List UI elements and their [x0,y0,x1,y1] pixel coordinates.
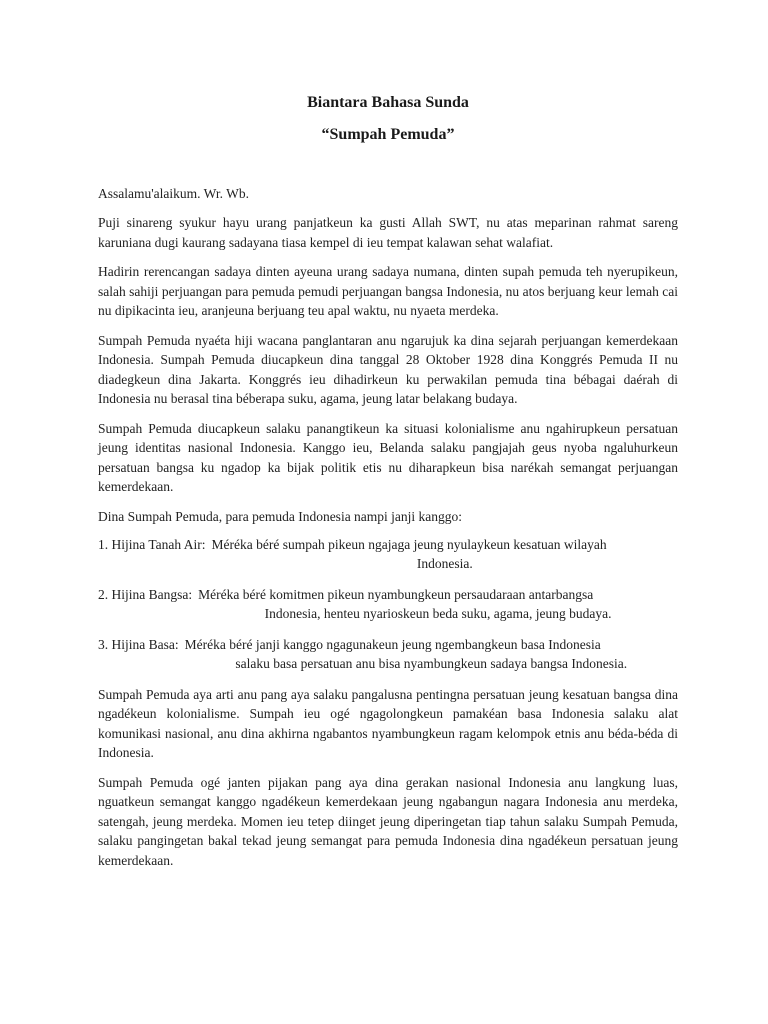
paragraph-legacy: Sumpah Pemuda ogé janten pijakan pang aya dina gerakan nasional Indonesia anu langkung luas, nguatkeun semangat kanggo ngadékeun kemerdekaan jeung ngabangun nagara Indonesia anu merdeka, satengah, jeung merdeka. Momen ieu tetep diinget jeung diperingetan tiap tahun salaku Sumpah Pemuda, salaku pangingetan bakal tekad jeung semangat para pemuda Indonesia dina ngadékeun persatuan jeung kemerdekaan. [98,774,678,868]
paragraph-audience: Hadirin rerencangan sadaya dinten ayeuna urang sadaya numana, dinten supah pemuda teh nyerupikeun, salah sahiji perjuangan para pemuda pemudi perjuangan bangsa Indonesia, nu atos berjuang keur lemah cai nu dipikacinta ieu, aranjeuna berjuang teu apal waktu, nu nyaeta merdeka. [98,264,678,318]
pledge-text-end: salaku basa persatuan anu bisa nyambungkeun sadaya bangsa Indonesia. [235,656,628,671]
pledge-intro: Dina Sumpah Pemuda, para pemuda Indonesia nampi janji kanggo: [98,508,463,524]
pledge-list [98,535,678,674]
pledge-text-end: Indonesia, henteu nyarioskeun beda suku, agama, jeung budaya. [264,606,612,621]
pledge-text [185,635,678,674]
pledge-item [98,535,678,574]
pledge-text [198,585,678,624]
pledge-text-main: Méréka béré janji kanggo ngagunakeun jeung ngembangkeun basa Indonesia [184,636,601,652]
pledge-heading: 3. Hijina Basa: [98,636,179,652]
greeting: Assalamu'alaikum. Wr. Wb. [98,186,249,201]
pledge-heading: 2. Hijina Bangsa: [98,586,193,602]
pledge-item [98,635,678,674]
paragraph-meaning: Sumpah Pemuda aya arti anu pang aya salaku pangalusna pentingna persatuan jeung kesatuan bangsa dina ngadékeun kolonialisme. Sumpah ieu ogé ngagolongkeun pamakéan basa Indonesia salaku alat komunikasi nasional, anu dina akhirna ngabantos nyambungkeun ragam kelompok etnis anu béda-béda di Indonesia. [98,686,678,760]
paragraph-context: Sumpah Pemuda diucapkeun salaku panangtikeun ka situasi kolonialisme anu ngahirupkeun persatuan jeung identitas nasional Indonesia. Kanggo ieu, Belanda salaku pangjajah geus nyoba ngaluhurkeun persatuan bangsa ku ngadop ka bijak politik etis nu diharapkeun bisa narékah semangat perjuangan kemerdekaan. [98,420,678,494]
pledge-text-main: Méréka béré komitmen pikeun nyambungkeun persaudaraan antarbangsa [198,586,594,602]
pledge-item [98,585,678,624]
pledge-text-main: Méréka béré sumpah pikeun ngajaga jeung nyulaykeun kesatuan wilayah [211,536,607,552]
paragraph-opening: Puji sinareng syukur hayu urang panjatkeun ka gusti Allah SWT, nu atas meparinan rahmat sareng karuniana dugi kaurang sadayana tiasa kempel di ieu tempat kalawan sehat walafiat. [98,215,678,250]
pledge-heading: 1. Hijina Tanah Air: [98,536,206,552]
document-subtitle: “Sumpah Pemuda” [321,126,455,143]
pledge-text-end: Indonesia. [416,556,473,571]
pledge-text [212,535,678,574]
paragraph-history: Sumpah Pemuda nyaéta hiji wacana panglantaran anu ngarujuk ka dina sejarah perjuangan kemerdekaan Indonesia. Sumpah Pemuda diucapkeun dina tanggal 28 Oktober 1928 dina Konggrés Pemuda II nu diadegkeun dina Jakarta. Konggrés ieu dihadirkeun ku perwakilan pemuda tina bébagai daérah di Indonesia nu berasal tina béberapa suku, agama, jeung latar belakang budaya. [98,332,678,406]
document-body [98,93,678,870]
document-title: Biantara Bahasa Sunda [307,94,469,111]
